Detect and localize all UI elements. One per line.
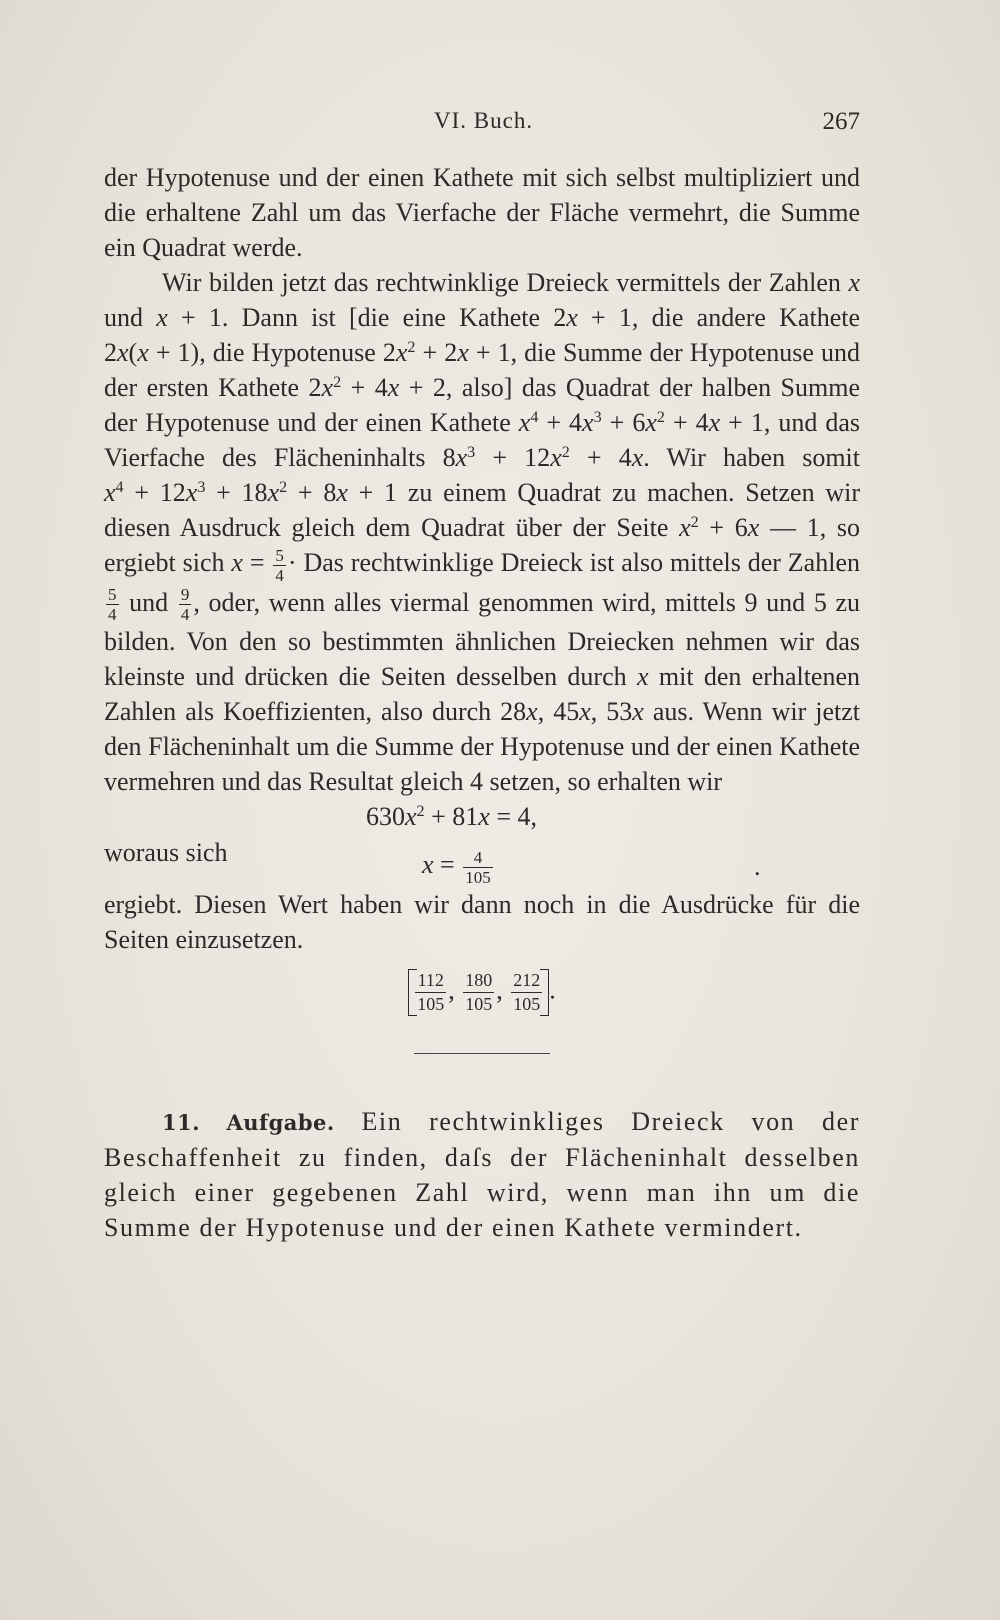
page-body: [104, 160, 860, 1245]
page-number: 267: [822, 108, 860, 135]
paragraph-substitute: ergiebt. Diesen Wert haben wir dann noch in die Ausdrücke für die Seiten einzusetzen.: [104, 890, 860, 955]
task-text: Ein rechtwinkliges Dreieck von der Beschaffenheit zu finden, daſs der Flächeninhalt desselben gleich einer gegebenen Zahl wird, wenn man ihn um die Summe der Hypotenuse und der einen Kathete vermindert.: [104, 1107, 860, 1243]
math-x-plus-1: x: [156, 303, 168, 332]
section-divider: [414, 1053, 550, 1054]
fraction-180: $\frac{180}{105}$: [465, 970, 493, 1015]
equation-solution: x = $\frac{4}{105}$: [422, 847, 491, 887]
paragraph-continuation: der Hypotenuse und der einen Kathete mit sich selbst multipliziert und die erhaltene Zahl um das Vierfache der Fläche vermehrt, die Summe ein Quadrat werde.: [104, 163, 860, 262]
task-label: 11. Aufgabe.: [162, 1110, 335, 1136]
equation-quadratic: $630x^2 + 81x = 4$,: [366, 802, 537, 832]
task-11: [104, 1104, 860, 1245]
fraction-112: $\frac{112}{105}$: [417, 970, 445, 1015]
woraus-text: woraus sich: [104, 838, 228, 868]
running-title: VI. Buch.: [434, 108, 534, 133]
fraction-five-fourths-2: $\frac{5}{4}$: [108, 585, 117, 625]
fraction-212: $\frac{212}{105}$: [513, 970, 541, 1015]
math-x: x: [848, 268, 861, 297]
fraction-five-fourths: $\frac{5}{4}$: [275, 545, 284, 585]
equation-block: $630x^2 + 81x = 4$, woraus sich x = $\frac{4}{105}$ .: [104, 799, 860, 887]
fraction-nine-fourths: $\frac{9}{4}$: [180, 585, 190, 625]
page-header: [104, 108, 860, 138]
paragraph-derivation: Wir bilden jetzt das rechtwinklige Dreieck vermittels der Zahlen x und x + 1. Dann ist [die eine Kathete 2x + 1, die andere Kathete 2x(x + 1), die Hypotenuse $2x^2 + 2x + 1$, die Summe der Hypotenuse und der ersten Kathete $2x^2 + 4x + 2$, also] das Quadrat der halben Summe der Hypotenuse und der einen Kathete $x^4 + 4x^3 + 6x^2 + 4x + 1$, und das Vierfache des Flächeninhalts $8x^3 + 12x^2 + 4x$. Wir haben somit $x^4 + 12x^3 + 18x^2 + 8x + 1$ zu einem Quadrat zu machen. Setzen wir diesen Ausdruck gleich dem Quadrat über der Seite $x^2 + 6x$ — 1, so ergiebt sich x = $\frac{5}{4}$ · Das rechtwinklige Dreieck ist also mittels der Zahlen $\frac{5}{4}$ und $\frac{9}{4}$ , oder, wenn alles viermal genommen wird, mittels 9 und 5 zu bilden. Von den so bestimmten ähnlichen Dreiecken nehmen wir das kleinste und drücken die Seiten desselben durch x mit den erhaltenen Zahlen als Koeffizienten, also durch 28x, 45x, 53x aus. Wenn wir jetzt den Flächeninhalt um die Summe der Hypotenuse und der einen Kathete vermehren und das Resultat gleich 4 setzen, so erhalten wir: [104, 268, 861, 797]
sides-bracket: $\frac{112}{105}$ , $\frac{180}{105}$ , $\frac{212}{105}$ .: [104, 969, 860, 1025]
